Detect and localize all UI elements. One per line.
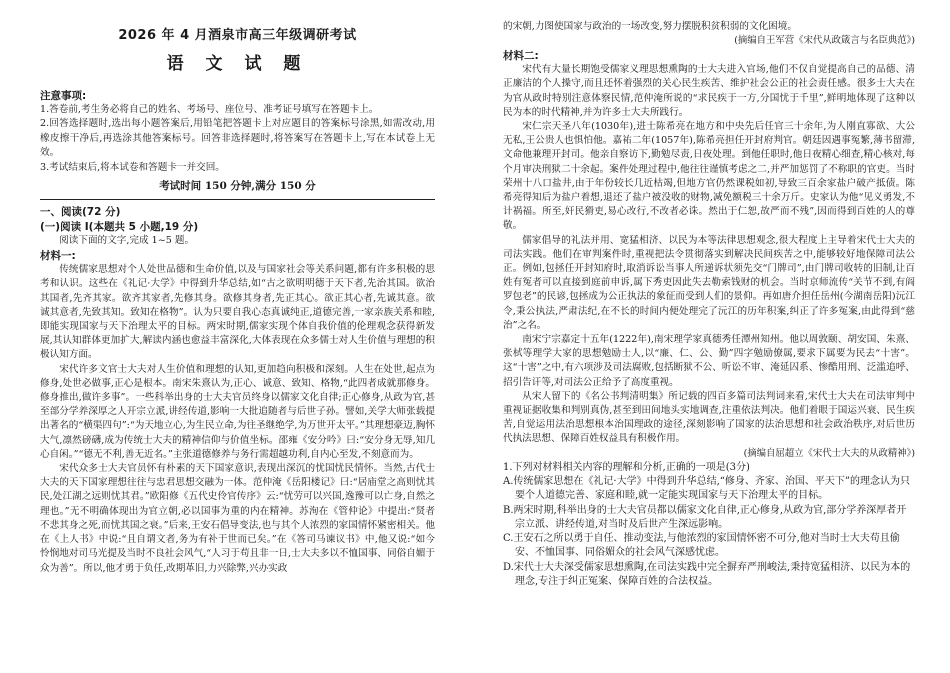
material1-paragraph: 宋代许多文官士大夫对人生价值和理想的认知,更加趋向积极和深刻。人生在处世,起点为修身,处世必做事,正心是根本。南宋朱熹认为,正心、诚意、致知、格物,“此四者成就那修身。修身推出,做许多事”。一些科举出身的士大夫官员终身以儒家文化自律;正心修身,从政为官,甚至部分学养深厚之人开宗立派,讲经传道,影响一大批追随者与后世子孙。譬如,关学大师张载提出著名的“横渠四句”:“为天地立心,为生民立命,为往圣继绝学,为万世开太平。”其理想豪迈,胸怀大气,凛然磅礴,成为传统士大夫的精神信仰与价值坐标。邵雍《安分吟》曰:“安分身无辱,知几心自闲。”“德无不利,善无近名。”主张道德修养与务行需超越功利,自内心至发,不刻意而为。 bbox=[40, 363, 435, 460]
notice-item-1: 1.答卷前,考生务必将自己的姓名、考场号、座位号、准考证号填写在答题卡上。 bbox=[40, 104, 379, 115]
exam-time: 考试时间 150 分钟,满分 150 分 bbox=[159, 180, 316, 193]
material2-source: (摘编自屈超立《宋代士大夫的从政精神》) bbox=[743, 447, 915, 459]
question-1-option-c: C.王安石之所以勇于自任、推动变法,与他浓烈的家国情怀密不可分,他对当时士大夫苟且偷安、不恤国事、同俗媚众的社会风气深感忧虑。 bbox=[503, 533, 900, 559]
material2-paragraph: 儒家倡导的礼法并用、宽猛相济、以民为本等法律思想观念,很大程度上主导着宋代士大夫的司法实践。他们在审判案件时,重视把法令贯彻落实到解决民间疾苦之中,能够较好地保障司法公正。例如,包拯任开封知府时,取消诉讼当事人所递诉状须先交“门牌司”,由门牌司收转的旧制,让百姓有冤者可以直接到庭前申诉,属下秀吏因此失去勒索钱财的机会。当时京师流传“关节不到,有阎罗包老”的民谚,包拯成为公正执法的象征而受到人们的景仰。再如唐介担任岳州(今湖南岳阳)沅江令,秉公执法,严肃法纪,在不长的时间内便处理完了沅江的历年积案,纠正了许多冤案,由此得到“慈治”之名。 bbox=[503, 234, 915, 331]
material1-source: (摘编自王军营《宋代从政箴言与名臣典范》) bbox=[734, 35, 915, 47]
reading-instruction: 阅读下面的文字,完成 1~5 题。 bbox=[59, 235, 195, 247]
subsection-heading: (一)阅读 Ⅰ(本题共 5 小题,19 分) bbox=[40, 221, 199, 234]
left-column bbox=[40, 0, 435, 576]
notice-item-2: 2.回答选择题时,选出每小题答案后,用铅笔把答题卡上对应题目的答案标号涂黑,如需改动,用橡皮擦干净后,再选涂其他答案标号。回答非选择题时,将答案写在答题卡上,写在本试卷上无效。 bbox=[40, 118, 435, 159]
question-1-stem: 1.下列对材料相关内容的理解和分析,正确的一项是(3分) bbox=[503, 461, 750, 473]
material2-paragraph: 南宋宁宗嘉定十五年(1222年),南宋理学家真德秀任潭州知州。他以周敦颐、胡安国、朱熹、张栻等理学大家的思想勉励士人,以“廉、仁、公、勤”四字勉励僚属,要求下属要为民去“十害”。这“十害”之中,有六项涉及司法腐败,包括断狱不公、听讼不审、淹延囚系、惨酷用刑、泛滥追呼、招引告讦等,对司法公正给予了高度重视。 bbox=[503, 334, 915, 388]
material1-paragraph: 传统儒家思想对个人处世品德和生命价值,以及与国家社会等关系问题,都有许多积极的思考和认识。这些在《礼记·大学》中得到升华总结,如“古之欲明明德于天下者,先治其国。欲治其国者,先齐其家。欲齐其家者,先修其身。欲修其身者,先正其心。欲正其心者,先诚其意。欲诚其意者,先致其知。致知在格物”。认为只要自我心态真诚纯正,道德完善,一家亲族关系和睦,即能实现国家与天下治理太平的目标。两宋时期,儒家实现个体自我价值的伦理观念获得新发展,其认知群体更加扩大,解读内涵也愈益丰富深化,大体表现在众多儒士对人生价值与理想的积极认知方面。 bbox=[40, 264, 435, 361]
question-1-option-b: B.两宋时期,科举出身的士大夫官员都以儒家文化自律,正心修身,从政为官,部分学养深厚者开宗立派、讲经传道,对当时及后世产生深远影响。 bbox=[503, 504, 907, 530]
notice-heading: 注意事项: bbox=[40, 90, 87, 102]
notice-item-3: 3.考试结束后,将本试卷和答题卡一并交回。 bbox=[40, 161, 225, 173]
question-1-option-a: A.传统儒家思想在《礼记·大学》中得到升华总结,“修身、齐家、治国、平天下”的理念认为只要个人道德完善、家庭和睦,就一定能实现国家与天下治理太平的目标。 bbox=[503, 475, 910, 502]
material2-paragraph: 从宋人留下的《名公书判清明集》所记载的四百多篇司法判词来看,宋代士大夫在司法审判中重视证据收集和判别真伪,甚至到田间地头实地调查,注重依法判决。他们着眼于国运兴衰、民生疾苦,自觉运用法治思想根本治国理政的途径,深刻影响了国家的法治思想和社会政治秩序,对后世历代执法思想、保障百姓权益具有积极作用。 bbox=[503, 390, 915, 445]
material1-continuation: 的宋朝,力图使国家与政治的一场改变,努力摆脱积贫积弱的文化困境。 bbox=[503, 21, 797, 32]
material2-label: 材料二: bbox=[503, 50, 539, 63]
section-heading: 一、阅读(72 分) bbox=[40, 206, 121, 219]
exam-title: 2026 年 4 月酒泉市高三年级调研考试 bbox=[118, 28, 357, 43]
divider bbox=[40, 199, 435, 200]
right-column bbox=[503, 0, 915, 589]
question-1-option-d: D.宋代士大夫深受儒家思想熏陶,在司法实践中完全摒弃严刑峻法,秉持宽猛相济、以民为本的理念,专注于纠正冤案、保障百姓的合法权益。 bbox=[503, 561, 911, 588]
material1-label: 材料一: bbox=[40, 250, 76, 263]
material2-paragraph: 宋仁宗天圣八年(1030年),进士陈希亮在地方和中央先后任官三十余年,为人刚直寡欲、大公无私,王公贵人也惧怕他。嘉祐二年(1057年),陈希亮担任开封府判官。朝廷因遇事冤繁,薄书留滞,文命他兼理开封司。他亲自察访下,勤勉尽责,日夜处理。到他任职时,他日夜精心细查,精心核对,每个月审决刑狱二十余起。案件处理过程中,他往往谨慎考虑之二,并严加惩罚了不称职的官吏。当时荣州十八口盐井,由于年份较长几近枯竭,但地方官仍然课税如初,导致三百余家盐户破产抵债。陈希亮得知后为盐户着想,退还了盐户被没收的财物,减免额税三十余万斤。史家认为他“见义勇发,不计祸福。所至,奸民猾吏,易心改行,不改者必诛。然出于仁恕,故严而不残”,因而得到百姓的人的尊敬。 bbox=[503, 121, 915, 232]
subject-title: 语 文 试 题 bbox=[166, 54, 309, 74]
material2-paragraph: 宋代有大量长期饱受儒家义理思想熏陶的士大夫进入官场,他们不仅自觉提高自己的品德、清正廉洁的个人操守,而且还怀着强烈的关心民生疾苦、维护社会公正的社会责任感。很多士大夫在为官从政时特别注意体察民情,范仲淹所说的“求民疾于一方,分国忧于千里”,鲜明地体现了这种以民为本的时代精神,并为许多士大夫所践行。 bbox=[503, 64, 915, 118]
material1-paragraph: 宋代众多士大夫官员怀有朴素的天下国家意识,表现出深沉的忧国忧民情怀。当然,古代士大夫的天下国家理想往往与忠君思想交融为一体。范仲淹《岳阳楼记》曰:“居庙堂之高则忧其民,处江湖之远则忧其君。”欧阳修《五代史伶官传序》云:“忧劳可以兴国,逸豫可以亡身,自然之理也。”无不明确体现出为官立朝,必以国事为重的内在精神。苏洵在《管仲论》中提出:“贤者不悲其身之死,而忧其国之衰。”后来,王安石倡导变法,也与其个人浓烈的家国情怀紧密相关。他在《上人书》中说:“且自谓文者,务为有补于世而已矣。”在《答司马谏议书》中,他又说:“如今怜悯地对司马光提及当时不良社会风气,“人习于苟且非一日,士大夫多以不恤国事、同俗自媚于众为善”。所以,他才勇于负任,改期革旧,力兴除弊,兴办实政 bbox=[40, 463, 435, 574]
